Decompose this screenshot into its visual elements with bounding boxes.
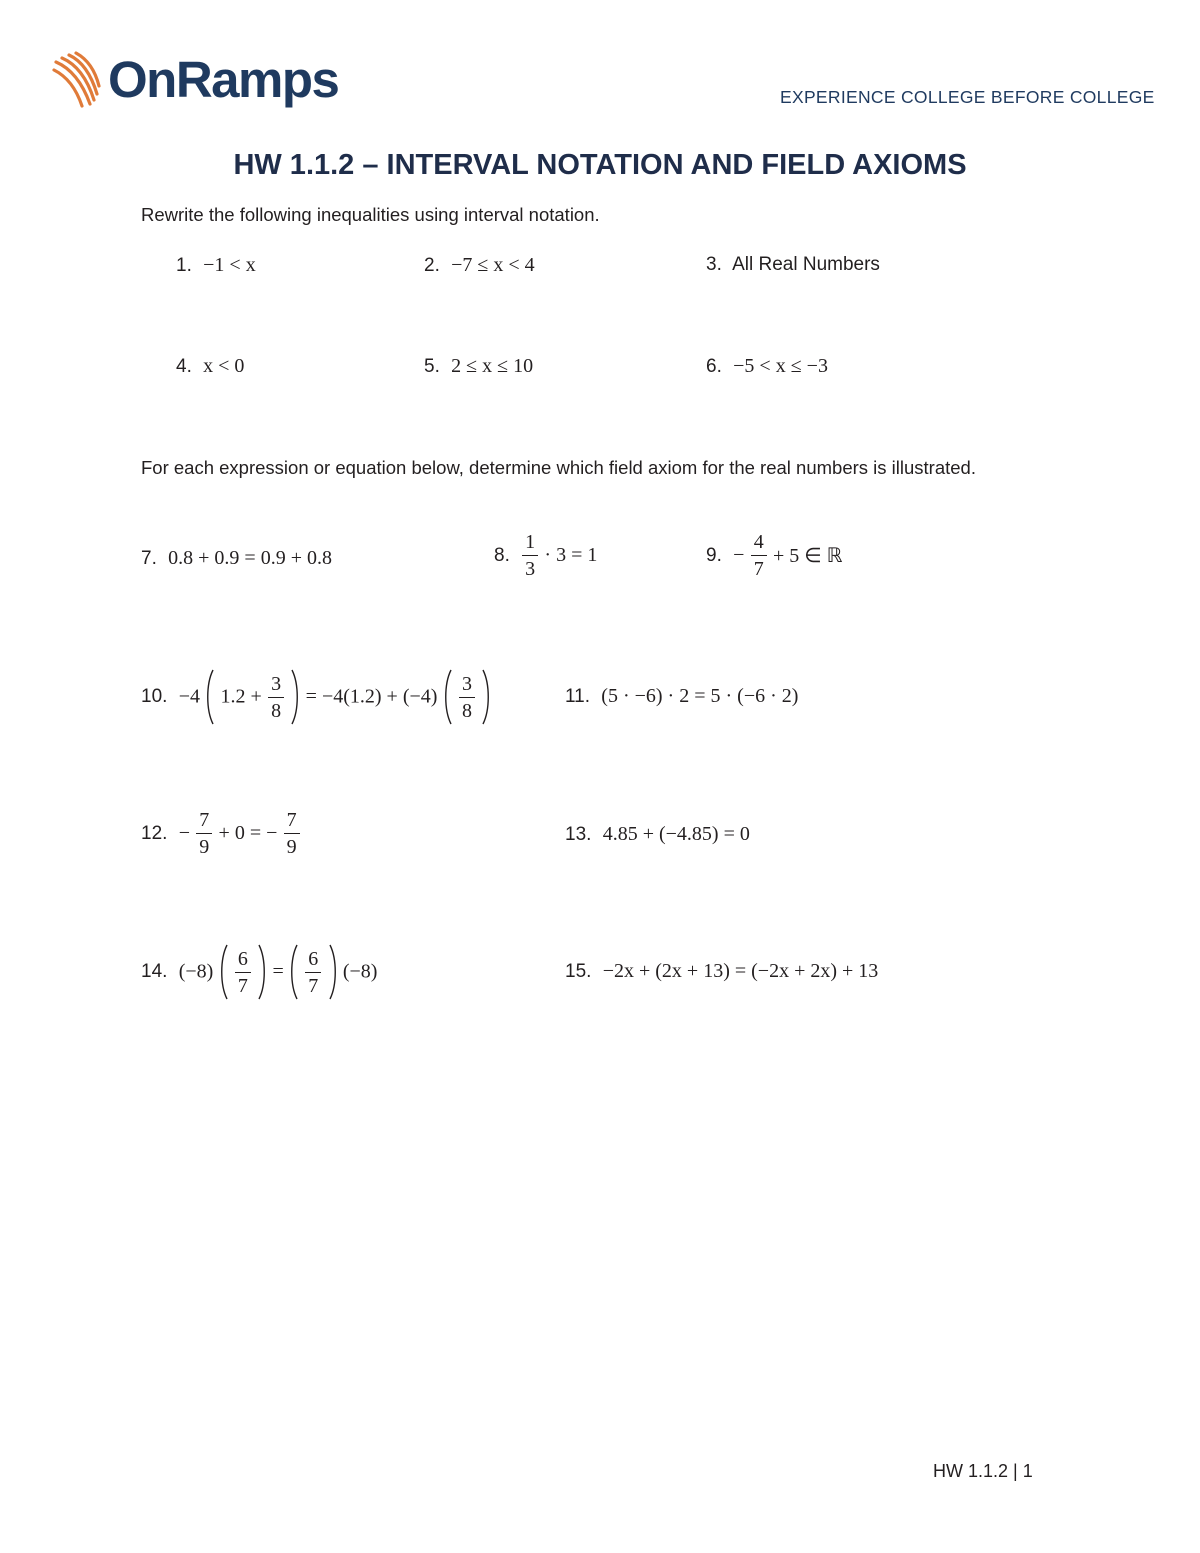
problem-9: 9. − $\frac{4}{7}$ + 5 ∈ ℝ (706, 531, 843, 580)
problem-15 (565, 960, 878, 983)
problem-4 (176, 355, 244, 378)
problem-number: 12. (141, 822, 168, 844)
problem-number: 6. (706, 356, 722, 377)
problem-13 (565, 823, 750, 846)
problem-number: 8. (494, 544, 510, 566)
right-paren-icon (290, 668, 300, 726)
math-expression: −5 < x ≤ −3 (733, 355, 828, 377)
left-paren-icon (443, 668, 453, 726)
math-expression: (5 · −6) · 2 = 5 · (−6 · 2) (601, 685, 799, 707)
fraction: $\frac{3}{8}$ (459, 674, 475, 721)
problem-number: 13. (565, 824, 592, 845)
problem-number: 1. (176, 255, 192, 276)
right-paren-icon (257, 943, 267, 1001)
problem-number: 7. (141, 548, 157, 569)
fraction: $\frac{7}{9}$ (196, 810, 212, 857)
fraction: $\frac{6}{7}$ (235, 949, 251, 996)
math-expression: −1 < x (203, 254, 256, 276)
problem-7 (141, 547, 332, 570)
page-footer: HW 1.1.2 | 1 (933, 1461, 1033, 1481)
problem-number: 5. (424, 356, 440, 377)
right-paren-icon (328, 943, 338, 1001)
problem-number: 3. (706, 254, 722, 275)
math-expression: + 5 ∈ ℝ (772, 545, 843, 567)
section2-instruction: For each expression or equation below, determine which field axiom for the real numbers is illustrated. (141, 457, 976, 478)
fraction: $\frac{7}{9}$ (284, 810, 300, 857)
problem-11 (565, 685, 798, 708)
problem-number: 15. (565, 961, 592, 982)
logo-wordmark: OnRamps (108, 51, 339, 108)
right-paren-icon (481, 668, 491, 726)
math-expression: 0.8 + 0.9 = 0.9 + 0.8 (168, 547, 332, 569)
onramps-logo-icon (52, 50, 102, 110)
problem-12: 12. − $\frac{7}{9}$ + 0 = − $\frac{7}{9}$ (141, 810, 301, 857)
text-expression: All Real Numbers (732, 254, 880, 275)
problem-number: 9. (706, 544, 722, 566)
problem-10: 10. −4 1.2 + $\frac{3}{8}$ = −4(1.2) + (−4) $\frac{3}{8}$ (141, 668, 491, 726)
fraction: $\frac{6}{7}$ (305, 949, 321, 996)
page-title: HW 1.1.2 – INTERVAL NOTATION AND FIELD AXIOMS (233, 149, 967, 181)
problem-8 (494, 532, 597, 579)
problem-14: 14. (−8) $\frac{6}{7}$ = $\frac{6}{7}$ (−8) (141, 943, 377, 1001)
problem-number: 4. (176, 356, 192, 377)
problem-2 (424, 254, 535, 277)
tagline: EXPERIENCE COLLEGE BEFORE COLLEGE (780, 87, 1155, 107)
problem-number: 14. (141, 961, 168, 982)
math-expression: x < 0 (203, 355, 245, 377)
problem-number: 10. (141, 686, 168, 707)
left-paren-icon (205, 668, 215, 726)
problem-3 (706, 254, 880, 276)
left-paren-icon (289, 943, 299, 1001)
fraction: $\frac{1}{3}$ (522, 532, 538, 579)
math-expression: · 3 = 1 (544, 544, 598, 566)
problem-number: 2. (424, 255, 440, 276)
math-expression: −7 ≤ x < 4 (451, 254, 535, 276)
problem-1 (176, 254, 256, 277)
math-expression: 2 ≤ x ≤ 10 (451, 355, 534, 377)
math-expression: −2x + (2x + 13) = (−2x + 2x) + 13 (602, 960, 879, 982)
math-expression: 4.85 + (−4.85) = 0 (602, 823, 750, 845)
problem-6 (706, 355, 828, 378)
left-paren-icon (219, 943, 229, 1001)
section1-instruction: Rewrite the following inequalities using interval notation. (141, 204, 600, 225)
fraction: $\frac{3}{8}$ (268, 674, 284, 721)
fraction: $\frac{4}{7}$ (751, 532, 767, 579)
problem-5 (424, 355, 533, 378)
problem-number: 11. (565, 686, 591, 707)
